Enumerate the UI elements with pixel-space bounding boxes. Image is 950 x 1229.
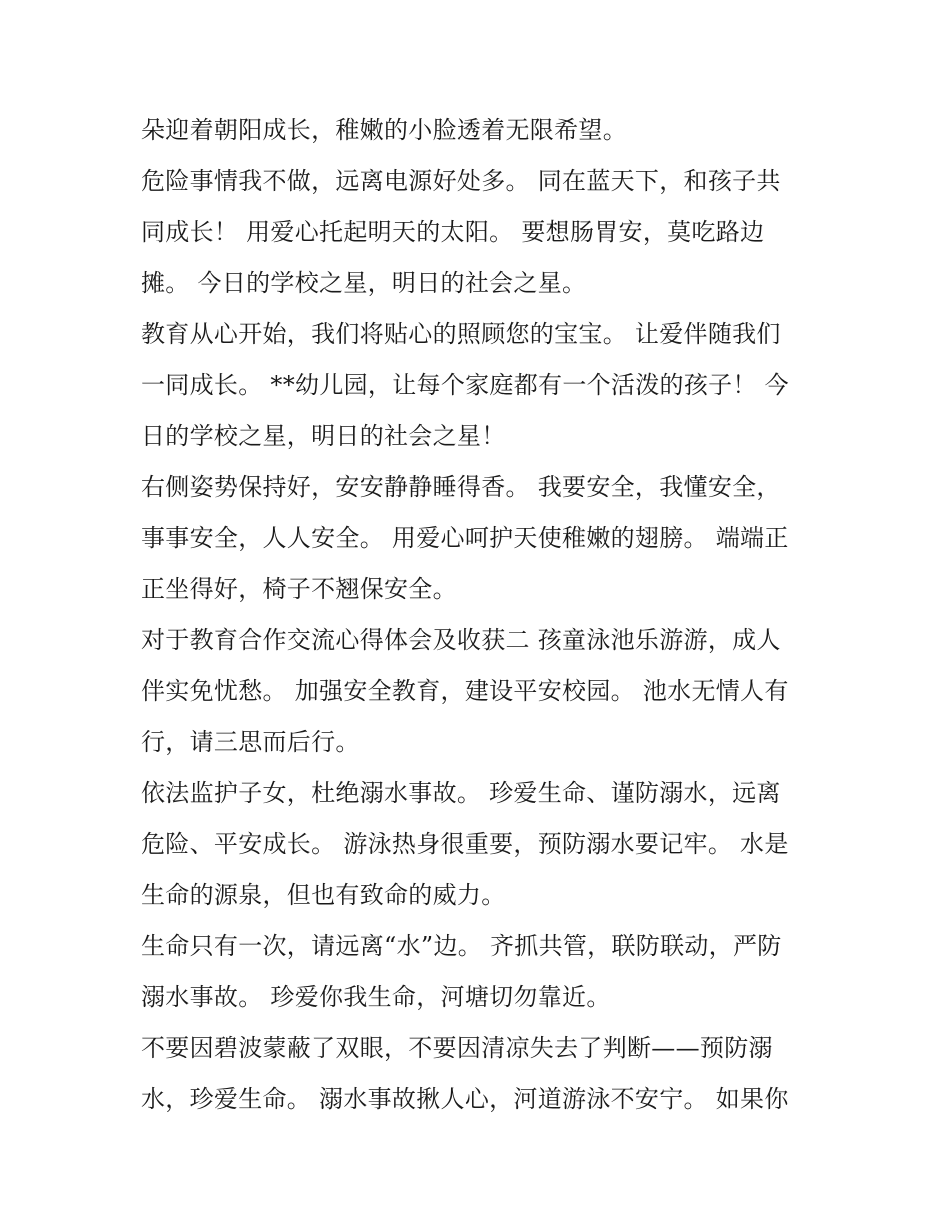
text-line: 同成长！ 用爱心托起明天的太阳。 要想肠胃安，莫吃路边 — [141, 218, 765, 246]
text-line: 正坐得好，椅子不翘保安全。 — [141, 575, 457, 603]
text-line: 依法监护子女，杜绝溺水事故。 珍爱生命、谨防溺水，远离 — [141, 779, 781, 807]
text-line: 日的学校之星，明日的社会之星！ — [141, 422, 506, 450]
text-line: 摊。 今日的学校之星，明日的社会之星。 — [141, 269, 587, 297]
text-line: 水，珍爱生命。 溺水事故揪人心，河道游泳不安宁。 如果你 — [141, 1085, 789, 1113]
text-line: 事事安全，人人安全。 用爱心呵护天使稚嫩的翅膀。 端端正 — [141, 524, 789, 552]
text-line: 危险事情我不做，远离电源好处多。 同在蓝天下，和孩子共 — [141, 167, 781, 195]
text-line: 伴实免忧愁。 加强安全教育，建设平安校园。 池水无情人有 — [141, 677, 789, 705]
text-line: 生命的源泉，但也有致命的威力。 — [141, 881, 506, 909]
text-line: 对于教育合作交流心得体会及收获二 孩童泳池乐游游，成人 — [141, 626, 781, 654]
body-text — [141, 105, 811, 1125]
text-line: 溺水事故。 珍爱你我生命，河塘切勿靠近。 — [141, 983, 611, 1011]
text-line: 右侧姿势保持好，安安静静睡得香。 我要安全，我懂安全， — [141, 473, 781, 501]
text-line: 行，请三思而后行。 — [141, 728, 360, 756]
text-line: 教育从心开始，我们将贴心的照顾您的宝宝。 让爱伴随我们 — [141, 320, 781, 348]
text-line: 生命只有一次，请远离“水”边。 齐抓共管，联防联动，严防 — [141, 932, 782, 960]
text-line: 朵迎着朝阳成长，稚嫩的小脸透着无限希望。 — [141, 116, 627, 144]
text-line: 危险、平安成长。 游泳热身很重要，预防溺水要记牢。 水是 — [141, 830, 789, 858]
text-line: 不要因碧波蒙蔽了双眼，不要因清凉失去了判断——预防溺 — [141, 1034, 773, 1062]
text-line: 一同成长。 **幼儿园，让每个家庭都有一个活泼的孩子！ 今 — [141, 371, 789, 399]
